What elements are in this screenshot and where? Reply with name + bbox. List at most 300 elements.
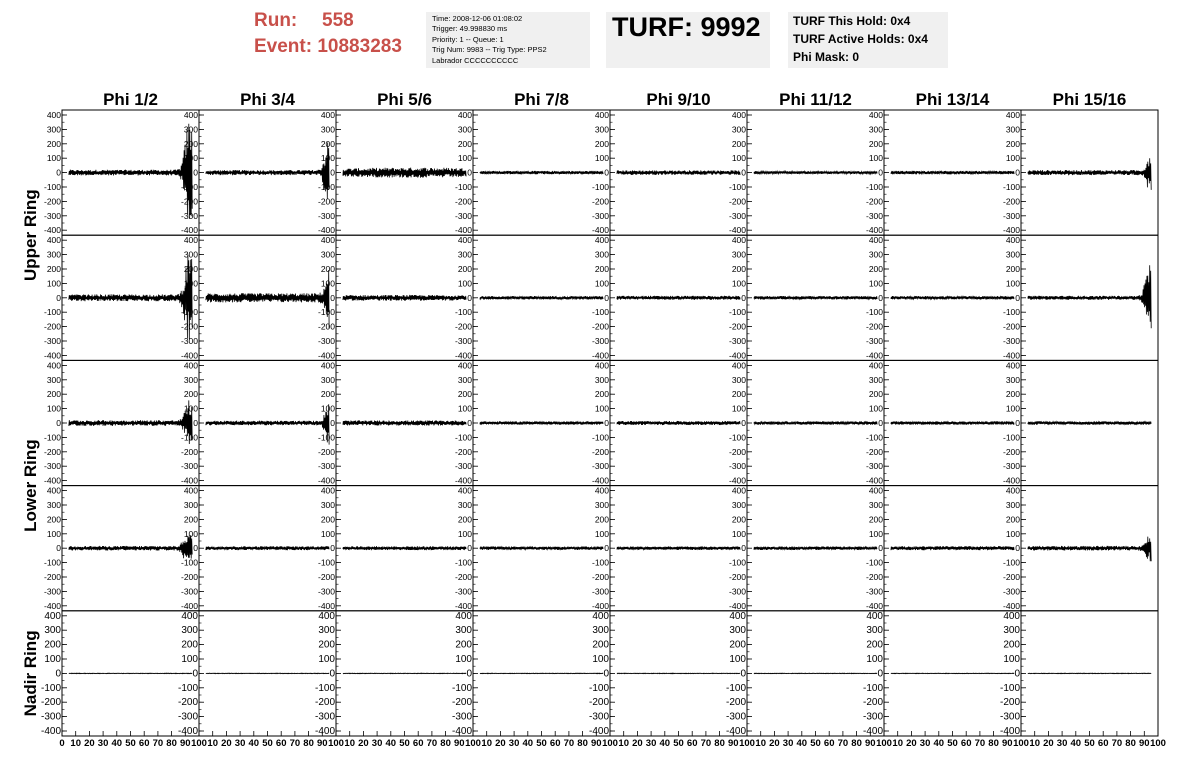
y-tick-label: -300: [865, 461, 883, 472]
y-tick-label: 400: [183, 360, 198, 371]
y-tick-label: 200: [320, 514, 335, 525]
y-tick-label: 100: [457, 278, 472, 289]
y-tick-label: 0: [56, 292, 61, 303]
x-tick-label: 20: [358, 738, 369, 749]
y-tick-label: 0: [878, 292, 883, 303]
y-tick-label: 300: [46, 374, 61, 385]
event-label: Event:: [254, 36, 313, 57]
waveform-trace: [343, 546, 466, 550]
y-tick-label: -400: [865, 350, 883, 361]
y-tick-label: 0: [1014, 668, 1020, 680]
trigger-info-line: Labrador CCCCCCCCCC: [432, 55, 519, 65]
y-tick-label: 100: [320, 528, 335, 539]
y-tick-label: -200: [314, 697, 335, 709]
x-tick-label: 50: [947, 738, 958, 749]
waveform-trace: [617, 170, 740, 175]
y-tick-label: 100: [866, 654, 883, 665]
x-tick-label: 60: [549, 738, 561, 749]
y-tick-label: -200: [865, 321, 883, 332]
y-tick-label: 300: [731, 124, 746, 135]
y-tick-label: -200: [454, 446, 472, 457]
y-tick-label: -100: [728, 182, 746, 192]
y-tick-label: -300: [40, 711, 61, 723]
y-tick-label: -400: [591, 600, 609, 611]
x-tick-label: 70: [700, 738, 712, 749]
x-tick-label: 10: [1029, 738, 1040, 749]
y-tick-label: 0: [193, 543, 198, 554]
x-tick-label: 60: [275, 738, 287, 749]
waveform-trace: [754, 171, 877, 174]
y-tick-label: -400: [1002, 350, 1020, 361]
waveform-trace: [343, 420, 466, 425]
waveform-trace: [1028, 673, 1151, 674]
x-tick-label: 40: [796, 738, 808, 749]
y-tick-label: -200: [728, 446, 746, 457]
x-tick-label: 10: [70, 738, 81, 749]
y-tick-label: -200: [43, 196, 61, 207]
y-tick-label: 400: [731, 360, 746, 371]
y-tick-label: 400: [592, 610, 609, 622]
waveform-trace: [617, 421, 740, 425]
y-tick-label: 300: [320, 374, 335, 385]
y-tick-label: 100: [592, 654, 609, 665]
y-tick-label: 400: [46, 235, 61, 246]
waveform-trace: [69, 673, 192, 674]
y-tick-label: -100: [180, 182, 198, 192]
y-tick-label: -300: [1002, 586, 1020, 597]
waveform-trace: [1028, 537, 1151, 562]
y-tick-label: -400: [728, 475, 746, 486]
trigger-info-line: Trig Num: 9983 -- Trig Type: PPS2: [432, 45, 547, 55]
waveform-trace: [1028, 421, 1151, 424]
y-tick-label: -200: [728, 572, 746, 582]
y-tick-label: -400: [865, 225, 883, 236]
y-tick-label: -300: [728, 586, 746, 597]
y-tick-label: -100: [728, 557, 746, 568]
y-tick-label: -400: [454, 475, 472, 486]
column-title: Phi 15/16: [1052, 90, 1127, 109]
y-tick-label: -100: [862, 682, 883, 694]
y-tick-label: 300: [594, 374, 609, 385]
y-tick-label: -300: [317, 586, 335, 597]
x-tick-label: 10: [344, 738, 355, 749]
y-tick-label: 300: [183, 249, 198, 260]
y-tick-label: 300: [731, 249, 746, 260]
x-tick-label: 100: [1013, 738, 1029, 749]
y-tick-label: 100: [729, 654, 746, 665]
y-tick-label: -200: [1002, 196, 1020, 207]
waveform-trace: [69, 124, 192, 219]
y-tick-label: 200: [868, 514, 883, 525]
y-tick-label: -200: [725, 697, 746, 709]
x-tick-label: 20: [632, 738, 643, 749]
y-tick-label: 300: [457, 249, 472, 260]
y-tick-label: 300: [1003, 625, 1020, 637]
y-tick-label: 400: [183, 485, 198, 496]
x-tick-label: 80: [988, 738, 999, 749]
x-tick-label: 10: [207, 738, 218, 749]
y-tick-label: 400: [320, 360, 335, 371]
y-tick-label: -100: [591, 557, 609, 568]
y-tick-label: 0: [878, 543, 883, 554]
x-tick-label: 40: [522, 738, 534, 749]
waveform-trace: [206, 673, 329, 674]
waveform-trace: [480, 296, 603, 299]
y-tick-label: -100: [40, 682, 61, 694]
waveform-trace: [206, 142, 329, 199]
x-tick-label: 80: [1125, 738, 1136, 749]
y-tick-label: 400: [868, 110, 883, 120]
waveform-trace: [891, 673, 1014, 674]
y-tick-label: 100: [457, 528, 472, 539]
y-tick-label: -400: [317, 475, 335, 486]
y-tick-label: -100: [317, 307, 335, 318]
x-tick-label: 10: [618, 738, 629, 749]
y-tick-label: 400: [1005, 360, 1020, 371]
x-tick-label: 90: [1002, 738, 1013, 749]
y-tick-label: -200: [1002, 321, 1020, 332]
x-tick-label: 90: [180, 738, 191, 749]
x-tick-label: 90: [865, 738, 876, 749]
y-tick-label: -200: [317, 572, 335, 582]
y-tick-label: -300: [1002, 336, 1020, 346]
y-tick-label: -200: [728, 321, 746, 332]
y-tick-label: -100: [591, 432, 609, 443]
y-tick-label: 100: [457, 153, 472, 164]
y-tick-label: 200: [181, 639, 198, 651]
y-tick-label: 100: [183, 278, 198, 289]
y-tick-label: -300: [180, 586, 198, 597]
y-tick-label: 200: [594, 264, 609, 274]
y-tick-label: -100: [725, 682, 746, 694]
x-tick-label: 90: [454, 738, 465, 749]
x-tick-label: 50: [399, 738, 410, 749]
column-title: Phi 9/10: [646, 90, 711, 109]
y-tick-label: -100: [43, 432, 61, 443]
waveform-trace: [1028, 158, 1151, 190]
y-tick-label: 400: [731, 235, 746, 246]
x-tick-label: 90: [591, 738, 602, 749]
y-tick-label: -200: [317, 446, 335, 457]
y-tick-label: 0: [193, 418, 198, 428]
y-tick-label: 100: [455, 654, 472, 665]
y-tick-label: 300: [866, 625, 883, 637]
y-tick-label: 100: [1005, 403, 1020, 414]
y-tick-label: -100: [180, 557, 198, 568]
y-tick-label: 200: [866, 639, 883, 651]
y-tick-label: -100: [588, 682, 609, 694]
y-tick-label: 100: [44, 654, 61, 665]
y-tick-label: 300: [183, 374, 198, 385]
turf-hold-line: TURF This Hold: 0x4: [793, 14, 911, 28]
trigger-info-line: Priority: 1 -- Queue: 1: [432, 34, 504, 44]
y-tick-label: 400: [594, 485, 609, 496]
y-tick-label: -100: [591, 307, 609, 318]
waveform-trace: [617, 296, 740, 300]
waveform-trace: [480, 673, 603, 674]
y-tick-label: 0: [56, 418, 61, 428]
y-tick-label: 400: [46, 485, 61, 496]
y-tick-label: -300: [317, 336, 335, 346]
x-tick-label: 70: [837, 738, 849, 749]
y-tick-label: 200: [592, 639, 609, 651]
x-tick-label: 50: [1084, 738, 1095, 749]
waveform-trace: [891, 171, 1014, 174]
column-title: Phi 3/4: [240, 90, 295, 109]
y-tick-label: -400: [43, 475, 61, 486]
y-tick-label: 300: [1005, 124, 1020, 135]
y-tick-label: 400: [868, 360, 883, 371]
column-title: Phi 13/14: [915, 90, 990, 109]
y-tick-label: 300: [457, 124, 472, 135]
y-tick-label: -400: [725, 726, 746, 737]
x-tick-label: 50: [536, 738, 547, 749]
y-tick-label: 300: [46, 124, 61, 135]
y-tick-label: 0: [56, 543, 61, 554]
run-value: 558: [322, 10, 354, 31]
y-tick-label: -300: [999, 711, 1020, 723]
y-tick-label: 100: [320, 153, 335, 164]
y-tick-label: -300: [43, 586, 61, 597]
y-tick-label: 100: [731, 403, 746, 414]
y-tick-label: 200: [457, 264, 472, 274]
y-tick-label: -100: [454, 307, 472, 318]
x-tick-label: 40: [385, 738, 397, 749]
y-tick-label: 300: [320, 124, 335, 135]
x-tick-label: 80: [577, 738, 588, 749]
y-tick-label: 0: [330, 543, 335, 554]
y-tick-label: -300: [314, 711, 335, 723]
y-tick-label: -400: [40, 726, 61, 737]
y-tick-label: -300: [317, 210, 335, 221]
y-tick-label: 200: [183, 138, 198, 149]
waveform-trace: [480, 421, 603, 424]
y-tick-label: 300: [46, 249, 61, 260]
x-tick-label: 20: [906, 738, 917, 749]
y-tick-label: 400: [1005, 235, 1020, 246]
y-tick-label: 100: [181, 654, 198, 665]
trigger-info-line: Trigger: 49.998830 ms: [432, 24, 508, 34]
waveform-trace: [754, 421, 877, 424]
y-tick-label: -200: [591, 321, 609, 332]
y-tick-label: -200: [591, 446, 609, 457]
y-tick-label: -100: [317, 182, 335, 192]
y-tick-label: 300: [594, 249, 609, 260]
y-tick-label: 300: [868, 249, 883, 260]
y-tick-label: -100: [865, 307, 883, 318]
y-tick-label: -300: [865, 586, 883, 597]
y-tick-label: -300: [591, 461, 609, 472]
y-tick-label: -200: [999, 697, 1020, 709]
y-tick-label: 200: [1003, 639, 1020, 651]
y-tick-label: 400: [866, 610, 883, 622]
y-tick-label: -400: [451, 726, 472, 737]
y-tick-label: -100: [43, 182, 61, 192]
y-tick-label: -100: [314, 682, 335, 694]
y-tick-label: -300: [180, 210, 198, 221]
y-tick-label: 100: [594, 278, 609, 289]
y-tick-label: 400: [455, 610, 472, 622]
y-tick-label: -400: [999, 726, 1020, 737]
y-tick-label: -100: [728, 307, 746, 318]
y-tick-label: -300: [454, 461, 472, 472]
y-tick-label: 400: [1005, 485, 1020, 496]
y-tick-label: -400: [591, 225, 609, 236]
y-tick-label: -400: [317, 350, 335, 361]
y-tick-label: -200: [454, 572, 472, 582]
x-tick-label: 20: [221, 738, 232, 749]
y-tick-label: -200: [865, 572, 883, 582]
y-tick-label: -300: [1002, 461, 1020, 472]
y-tick-label: 200: [320, 138, 335, 149]
y-tick-label: -400: [865, 475, 883, 486]
x-tick-label: 10: [755, 738, 766, 749]
y-tick-label: 100: [46, 528, 61, 539]
x-tick-label: 70: [1111, 738, 1123, 749]
y-tick-label: 200: [594, 514, 609, 525]
y-tick-label: 400: [594, 235, 609, 246]
x-tick-label: 60: [960, 738, 972, 749]
y-tick-label: 100: [868, 153, 883, 164]
y-tick-label: 100: [594, 528, 609, 539]
y-tick-label: -200: [1002, 446, 1020, 457]
y-tick-label: -300: [865, 210, 883, 221]
y-tick-label: 400: [594, 360, 609, 371]
y-tick-label: -300: [451, 711, 472, 723]
y-tick-label: -300: [43, 210, 61, 221]
x-tick-label: 80: [440, 738, 451, 749]
x-tick-label: 100: [465, 738, 481, 749]
y-tick-label: 100: [46, 403, 61, 414]
y-tick-label: -200: [865, 196, 883, 207]
y-tick-label: 0: [467, 292, 472, 303]
y-tick-label: -400: [43, 350, 61, 361]
y-tick-label: -300: [728, 210, 746, 221]
y-tick-label: 400: [868, 485, 883, 496]
ring-label: Lower Ring: [21, 439, 40, 532]
y-tick-label: -300: [454, 336, 472, 346]
x-tick-label: 40: [933, 738, 945, 749]
y-tick-label: -400: [180, 600, 198, 611]
y-tick-label: 200: [729, 639, 746, 651]
y-tick-label: 0: [192, 668, 198, 680]
y-tick-label: 300: [44, 625, 61, 637]
y-tick-label: -400: [454, 350, 472, 361]
y-tick-label: 400: [731, 485, 746, 496]
y-tick-label: 0: [603, 668, 609, 680]
y-tick-label: -400: [317, 225, 335, 236]
y-tick-label: 100: [868, 528, 883, 539]
y-tick-label: 400: [318, 610, 335, 622]
y-tick-label: -400: [1002, 475, 1020, 486]
y-tick-label: 100: [1005, 528, 1020, 539]
y-tick-label: -200: [180, 196, 198, 207]
waveform-trace: [617, 673, 740, 674]
y-tick-label: 100: [318, 654, 335, 665]
y-tick-label: 400: [1003, 610, 1020, 622]
y-tick-label: 200: [1005, 389, 1020, 400]
y-tick-label: 0: [604, 543, 609, 554]
y-tick-label: -100: [454, 432, 472, 443]
y-tick-label: -400: [43, 225, 61, 236]
y-tick-label: 100: [594, 153, 609, 164]
y-tick-label: -100: [865, 432, 883, 443]
x-tick-label: 30: [234, 738, 246, 749]
y-tick-label: -100: [43, 557, 61, 568]
y-tick-label: 0: [1015, 543, 1020, 554]
y-tick-label: 400: [183, 235, 198, 246]
y-tick-label: -400: [180, 350, 198, 361]
y-tick-label: -100: [317, 557, 335, 568]
y-tick-label: 300: [729, 625, 746, 637]
y-tick-label: 0: [330, 292, 335, 303]
y-tick-label: -200: [43, 572, 61, 582]
y-tick-label: 400: [729, 610, 746, 622]
x-tick-label: 40: [1070, 738, 1082, 749]
y-tick-label: 0: [466, 668, 472, 680]
y-tick-label: 0: [604, 167, 609, 178]
y-tick-label: 400: [320, 235, 335, 246]
y-tick-label: 400: [46, 360, 61, 371]
x-tick-label: 70: [974, 738, 986, 749]
x-tick-label: 100: [191, 738, 207, 749]
y-tick-label: -300: [180, 461, 198, 472]
y-tick-label: 300: [457, 374, 472, 385]
y-tick-label: 400: [181, 610, 198, 622]
y-tick-label: 300: [592, 625, 609, 637]
y-tick-label: -100: [180, 432, 198, 443]
x-tick-label: 50: [125, 738, 136, 749]
y-tick-label: -300: [43, 461, 61, 472]
x-tick-label: 90: [1139, 738, 1150, 749]
x-tick-label: 50: [810, 738, 821, 749]
y-tick-label: 200: [594, 389, 609, 400]
x-tick-label: 20: [84, 738, 95, 749]
y-tick-label: 100: [868, 403, 883, 414]
y-tick-label: 200: [183, 264, 198, 274]
y-tick-label: 400: [457, 485, 472, 496]
y-tick-label: 0: [330, 418, 335, 428]
waveform-trace: [480, 547, 603, 550]
y-tick-label: -100: [865, 557, 883, 568]
y-tick-label: 0: [877, 668, 883, 680]
x-tick-label: 80: [851, 738, 862, 749]
y-tick-label: 100: [183, 528, 198, 539]
x-tick-label: 100: [739, 738, 755, 749]
trigger-info-line: Time: 2008-12-06 01:08:02: [432, 14, 523, 23]
ring-label: Nadir Ring: [21, 630, 40, 717]
y-tick-label: -200: [588, 697, 609, 709]
x-tick-label: 100: [602, 738, 618, 749]
x-tick-label: 30: [97, 738, 109, 749]
waveform-trace: [206, 404, 329, 444]
y-tick-label: 0: [1015, 292, 1020, 303]
waveform-trace: [206, 546, 329, 550]
y-tick-label: 200: [46, 264, 61, 274]
y-tick-label: 200: [455, 639, 472, 651]
column-title: Phi 5/6: [377, 90, 432, 109]
waveform-trace: [1028, 265, 1151, 328]
waveform-trace: [891, 421, 1014, 424]
y-tick-label: 200: [868, 389, 883, 400]
y-tick-label: -400: [317, 600, 335, 611]
y-tick-label: -100: [728, 432, 746, 443]
y-tick-label: -400: [43, 600, 61, 611]
x-tick-label: 30: [371, 738, 383, 749]
y-tick-label: 300: [183, 500, 198, 510]
y-tick-label: -300: [180, 336, 198, 346]
y-tick-label: -400: [728, 600, 746, 611]
